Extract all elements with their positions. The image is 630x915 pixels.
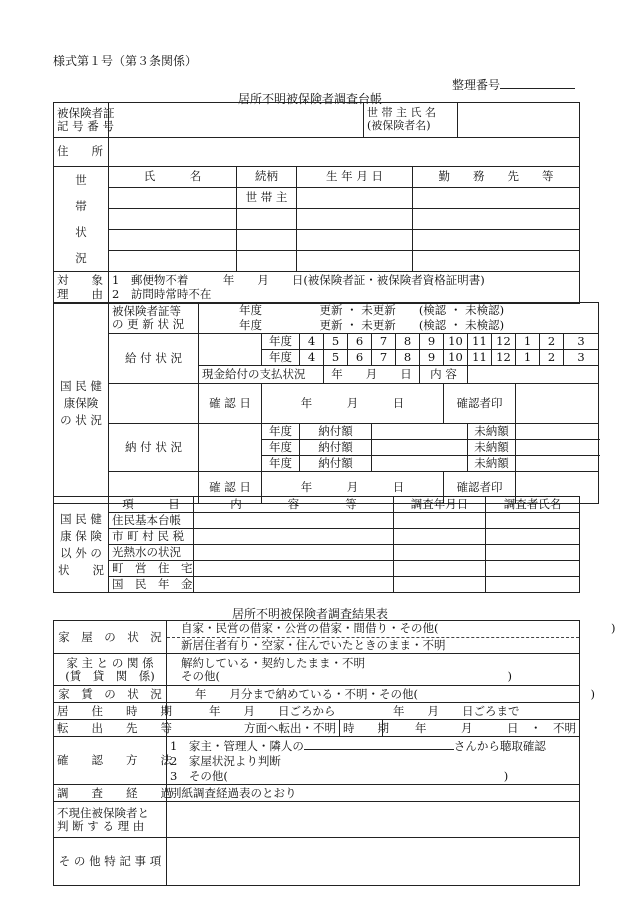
confirm-date-field[interactable]: 年 月 日	[262, 472, 444, 504]
move-time-field[interactable]: 年 月 日 ・ 不明	[383, 720, 580, 737]
month-cell[interactable]: 3	[564, 334, 599, 350]
month-cell[interactable]: 11	[468, 334, 492, 350]
unpaid-label: 未納額	[468, 456, 516, 472]
month-cell[interactable]: 9	[420, 334, 444, 350]
month-cell[interactable]: 4	[300, 350, 324, 366]
item-investigator-field[interactable]	[486, 545, 580, 561]
member-workplace-field[interactable]	[413, 188, 580, 209]
col-investigation-date: 調査年月日	[394, 497, 486, 513]
benefit-status-label: 給 付 状 況	[109, 334, 199, 384]
member-name-field[interactable]	[109, 251, 237, 272]
month-cell[interactable]: 6	[348, 350, 372, 366]
member-name-field[interactable]	[109, 209, 237, 230]
special-notes-field[interactable]	[167, 838, 580, 886]
insured-number-field[interactable]	[109, 103, 364, 138]
moved-to-label: 転 出 先 等	[54, 720, 167, 737]
investigation-results-table	[53, 620, 616, 886]
confirm-date-field[interactable]: 年 月 日	[262, 384, 444, 424]
results-title: 居所不明被保険者調査結果表	[232, 607, 389, 621]
non-nhi-status-label: 国 民 健 康 保 険 以 外 の 状 況	[54, 497, 109, 593]
content-label: 内 容	[420, 366, 468, 384]
month-cell[interactable]: 12	[492, 350, 516, 366]
ledger-title: 居所不明被保険者調査台帳	[238, 92, 383, 106]
confirm-seal-label: 確認者印	[444, 472, 516, 504]
month-cell[interactable]: 3	[564, 350, 599, 366]
member-name-field[interactable]	[109, 188, 237, 209]
member-name-field[interactable]	[109, 230, 237, 251]
non-residence-reason-label: 不現住被保険者と 判 断 す る 理 由	[54, 802, 167, 838]
paid-label: 納付額	[300, 456, 372, 472]
member-relation-field[interactable]	[237, 209, 297, 230]
cash-benefit-date[interactable]: 年 月 日	[324, 366, 420, 384]
landlord-relation-label: 家 主 と の 関 係 (賃 貸 関 係)	[54, 654, 167, 686]
item-content-field[interactable]	[194, 529, 394, 545]
item-content-field[interactable]	[194, 561, 394, 577]
item-content-field[interactable]	[194, 545, 394, 561]
nhi-status-table	[53, 302, 599, 504]
unpaid-field[interactable]	[516, 456, 599, 472]
confirm-date-label: 確 認 日	[199, 472, 262, 504]
month-cell[interactable]: 6	[348, 334, 372, 350]
month-cell[interactable]: 1	[516, 334, 540, 350]
month-cell[interactable]: 10	[444, 334, 468, 350]
confirmation-method-options[interactable]: 1 家主・管理人・隣人の さんから聴取確認 2 家屋状況より判断 3 その他( )	[167, 737, 580, 785]
member-birthdate-field[interactable]	[297, 230, 413, 251]
member-birthdate-field[interactable]	[297, 209, 413, 230]
residence-period-field[interactable]: 年 月 日ごろから 年 月 日ごろまで	[167, 703, 580, 720]
residence-period-label: 居 住 時 期	[54, 703, 167, 720]
month-cell[interactable]: 7	[372, 350, 396, 366]
member-workplace-field[interactable]	[413, 209, 580, 230]
house-status-options[interactable]: 自家・民営の借家・公営の借家・間借り・その他( ) 新居住者有り・空家・住んでいたときのまま・不明	[167, 621, 580, 654]
month-cell[interactable]: 8	[396, 334, 420, 350]
address-field[interactable]	[109, 138, 580, 167]
household-head-label: 世 帯 主 氏 名 (被保険者名)	[364, 103, 458, 138]
member-workplace-field[interactable]	[413, 230, 580, 251]
item-content-field[interactable]	[194, 577, 394, 593]
year-label: 年度	[262, 424, 300, 440]
month-cell[interactable]: 4	[300, 334, 324, 350]
confirmation-method-label: 確 認 方 法	[54, 737, 167, 785]
item-content-field[interactable]	[194, 513, 394, 529]
investigation-process-field[interactable]: 別紙調査経過表のとおり	[167, 785, 580, 802]
month-cell[interactable]: 12	[492, 334, 516, 350]
unpaid-label: 未納額	[468, 424, 516, 440]
paid-field[interactable]	[372, 456, 468, 472]
house-status-label: 家 屋 の 状 況	[54, 621, 167, 654]
moved-to-field[interactable]: 方面へ転出・不明	[167, 720, 340, 737]
item-investigator-field[interactable]	[486, 577, 580, 593]
paid-field[interactable]	[372, 424, 468, 440]
item-date-field[interactable]	[394, 529, 486, 545]
month-cell[interactable]: 7	[372, 334, 396, 350]
rent-status-options[interactable]: 年 月分まで納めている・不明・その他( )	[167, 686, 580, 703]
item-label: 住民基本台帳	[109, 513, 194, 529]
month-cell[interactable]: 5	[324, 334, 348, 350]
investigation-process-label: 調 査 経 過	[54, 785, 167, 802]
payment-status-label: 納 付 状 況	[109, 424, 199, 472]
renewal-status[interactable]: 年度 更新 ・ 未更新 (検認 ・ 未検認) 年度 更新 ・ 未更新 (検認 ・ 未検認)	[199, 303, 599, 334]
relation-head: 世 帯 主	[237, 188, 297, 209]
confirm-seal-field[interactable]	[516, 384, 599, 424]
item-investigator-field[interactable]	[486, 561, 580, 577]
unpaid-field[interactable]	[516, 424, 599, 440]
col-birthdate: 生 年 月 日	[297, 167, 413, 188]
month-cell[interactable]: 1	[516, 350, 540, 366]
month-cell[interactable]: 2	[540, 334, 564, 350]
renewal-label: 被保険者証等 の 更 新 状 況	[109, 303, 199, 334]
paid-label: 納付額	[300, 440, 372, 456]
special-notes-label: そ の 他 特 記 事 項	[54, 838, 167, 886]
col-content: 内 容 等	[194, 497, 394, 513]
insured-number-label: 被保険者証 記 号 番 号	[54, 103, 109, 138]
item-investigator-field[interactable]	[486, 513, 580, 529]
rent-status-label: 家 賃 の 状 況	[54, 686, 167, 703]
year-label: 年度	[262, 456, 300, 472]
item-date-field[interactable]	[394, 513, 486, 529]
non-nhi-status-table	[53, 496, 580, 593]
item-investigator-field[interactable]	[486, 529, 580, 545]
year-label: 年度	[262, 350, 300, 366]
unpaid-label: 未納額	[468, 440, 516, 456]
item-label: 町 営 住 宅	[109, 561, 194, 577]
item-label: 国 民 年 金	[109, 577, 194, 593]
household-status-label: 世 帯 状 況	[54, 167, 109, 272]
month-cell[interactable]: 10	[444, 350, 468, 366]
item-date-field[interactable]	[394, 545, 486, 561]
item-date-field[interactable]	[394, 577, 486, 593]
month-cell[interactable]: 5	[324, 350, 348, 366]
item-label: 市 町 村 民 税	[109, 529, 194, 545]
move-time-label: 時 期	[340, 720, 383, 737]
content-field[interactable]	[468, 366, 599, 384]
reason-options[interactable]: 1 郵便物不着 年 月 日(被保険者証・被保険者資格証明書) 2 訪問時常時不在	[109, 272, 580, 304]
reason-label: 対 象 理 由	[54, 272, 109, 304]
unpaid-field[interactable]	[516, 440, 599, 456]
confirm-seal-label: 確認者印	[444, 384, 516, 424]
item-label: 光熱水の状況	[109, 545, 194, 561]
paid-field[interactable]	[372, 440, 468, 456]
month-cell[interactable]: 2	[540, 350, 564, 366]
confirm-date-label: 確 認 日	[199, 384, 262, 424]
month-cell[interactable]: 8	[396, 350, 420, 366]
member-birthdate-field[interactable]	[297, 251, 413, 272]
member-workplace-field[interactable]	[413, 251, 580, 272]
item-date-field[interactable]	[394, 561, 486, 577]
address-label: 住 所	[54, 138, 109, 167]
member-relation-field[interactable]	[237, 230, 297, 251]
col-name: 氏 名	[109, 167, 237, 188]
col-investigator: 調査者氏名	[486, 497, 580, 513]
member-relation-field[interactable]	[237, 251, 297, 272]
col-item: 項 目	[109, 497, 194, 513]
nhi-status-label: 国 民 健 康保険 の 状 況	[54, 303, 109, 504]
household-head-field[interactable]	[458, 103, 580, 138]
cash-benefit-label: 現金給付の支払状況	[199, 366, 324, 384]
month-cell[interactable]: 9	[420, 350, 444, 366]
col-workplace: 勤 務 先 等	[413, 167, 580, 188]
form-number: 様式第１号（第３条関係）	[53, 54, 198, 68]
member-birthdate-field[interactable]	[297, 188, 413, 209]
year-label: 年度	[262, 440, 300, 456]
landlord-relation-options[interactable]: 解約している・契約したまま・不明 その他( )	[167, 654, 580, 686]
month-cell[interactable]: 11	[468, 350, 492, 366]
year-label: 年度	[262, 334, 300, 350]
col-relation: 続柄	[237, 167, 297, 188]
investigation-ledger-table	[53, 102, 580, 304]
reference-number-field[interactable]	[452, 76, 575, 93]
paid-label: 納付額	[300, 424, 372, 440]
reference-number-label: 整理番号	[452, 78, 501, 92]
non-residence-reason-field[interactable]	[167, 802, 580, 838]
